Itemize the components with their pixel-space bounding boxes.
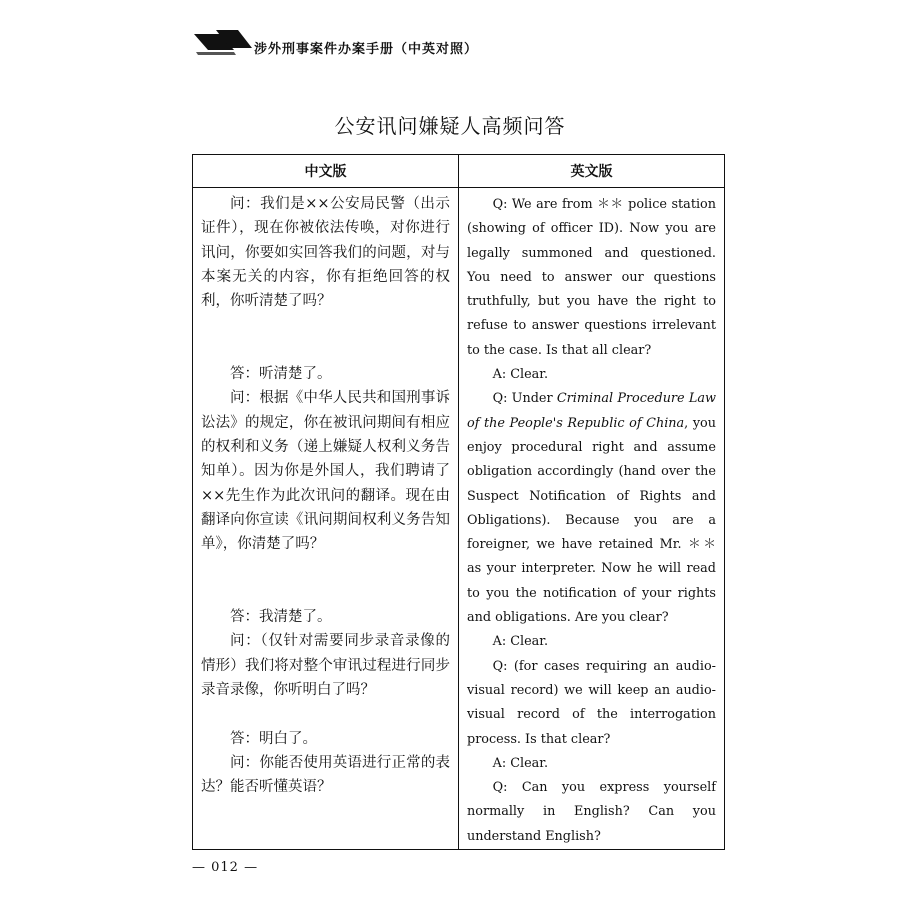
header-decoration-icon bbox=[194, 28, 254, 58]
column-header-chinese: 中文版 bbox=[193, 155, 459, 188]
en-question-3: Q: (for cases requiring an audio-visual record) we will keep an audio-visual record of the interrogation process. Is that clear? bbox=[467, 658, 716, 747]
zh-answer-3: 答：明白了。 bbox=[230, 730, 317, 747]
zh-answer-2: 答：我清楚了。 bbox=[230, 609, 332, 626]
table-body-row bbox=[193, 188, 725, 850]
zh-question-2: 问：根据《中华人民共和国刑事诉讼法》的规定，你在被讯问期间有相应的权利和义务（递上嫌疑人权利义务告知单）。因为你是外国人，我们聘请了××先生作为此次讯问的翻译。现在由翻译向你宣读《讯问期间权利义务告知单》，你清楚了吗？ bbox=[201, 390, 450, 553]
column-header-english: 英文版 bbox=[459, 155, 725, 188]
en-answer-3: A: Clear. bbox=[492, 755, 549, 771]
book-title: 涉外刑事案件办案手册（中英对照） bbox=[254, 42, 479, 57]
zh-question-1: 问：我们是××公安局民警（出示证件），现在你被依法传唤，对你进行讯问，你要如实回答我们的问题，对与本案无关的内容，你有拒绝回答的权利，你听清楚了吗？ bbox=[201, 196, 450, 310]
en-answer-1: A: Clear. bbox=[492, 367, 549, 383]
page-title: 公安讯问嫌疑人高频问答 bbox=[334, 114, 566, 138]
en-question-4: Q: Can you express yourself normally in English? Can you understand English? bbox=[467, 780, 716, 844]
en-question-1: Q: We are from ＊＊ police station (showing of officer ID). Now you are legally summoned and questioned. You need to answer our questions truthfully, but you have the right to refuse to answer questions irrelevant to the case. Is that all clear? bbox=[467, 197, 716, 358]
en-question-2-rest: , you enjoy procedural right and assume obligation accordingly (hand over the Suspect Notification of Rights and Obligations). Because you are a foreigner, we have retained Mr. ＊＊ as your interpreter. Now he will read to you the notification of your rights and obligations. Are you clear? bbox=[467, 415, 716, 626]
en-question-2 bbox=[467, 387, 716, 630]
law-title: Criminal Procedure Law of the People's Republic of China bbox=[467, 391, 716, 431]
zh-answer-1: 答：听清楚了。 bbox=[230, 366, 332, 383]
zh-question-3: 问：（仅针对需要同步录音录像的情形）我们将对整个审讯过程进行同步录音录像，你听明白了吗？ bbox=[201, 633, 450, 698]
en-question-2-prefix: Q: Under bbox=[492, 391, 557, 407]
zh-question-4: 问：你能否使用英语进行正常的表达？能否听懂英语？ bbox=[201, 754, 450, 796]
chinese-column bbox=[193, 188, 459, 850]
page-number: — 012 — bbox=[192, 860, 259, 875]
table-header-row bbox=[193, 155, 725, 188]
qa-table bbox=[192, 154, 725, 850]
english-column bbox=[459, 188, 725, 850]
en-answer-2: A: Clear. bbox=[492, 634, 549, 650]
